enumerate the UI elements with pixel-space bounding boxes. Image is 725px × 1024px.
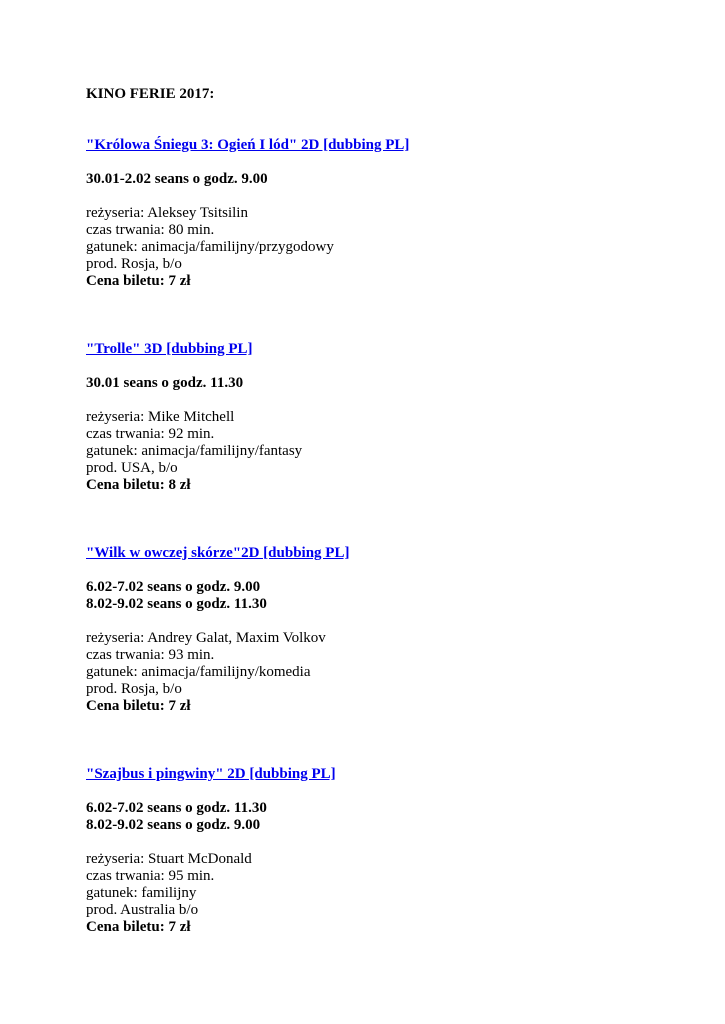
film-showtime: 30.01-2.02 seans o godz. 9.00 <box>86 171 268 187</box>
film-director: reżyseria: Stuart McDonald <box>86 851 252 867</box>
film-duration: czas trwania: 80 min. <box>86 222 215 238</box>
film-entry <box>86 766 686 936</box>
film-showtime: 30.01 seans o godz. 11.30 <box>86 375 244 391</box>
film-price: Cena biletu: 8 zł <box>86 477 191 493</box>
film-production: prod. Australia b/o <box>86 902 199 918</box>
film-price: Cena biletu: 7 zł <box>86 698 191 714</box>
film-production: prod. Rosja, b/o <box>86 256 182 272</box>
film-title-link[interactable]: "Trolle" 3D [dubbing PL] <box>86 341 253 357</box>
film-showtime: 6.02-7.02 seans o godz. 11.30 <box>86 800 267 816</box>
film-price: Cena biletu: 7 zł <box>86 919 191 935</box>
film-duration: czas trwania: 95 min. <box>86 868 215 884</box>
film-director: reżyseria: Mike Mitchell <box>86 409 235 425</box>
page-heading: KINO FERIE 2017: <box>86 86 215 102</box>
film-genre: gatunek: animacja/familijny/przygodowy <box>86 239 334 255</box>
film-showtime: 6.02-7.02 seans o godz. 9.00 <box>86 579 261 595</box>
film-title-link[interactable]: "Królowa Śniegu 3: Ogień I lód" 2D [dubbing PL] <box>86 137 410 153</box>
film-genre: gatunek: animacja/familijny/komedia <box>86 664 311 680</box>
document-page <box>86 86 686 936</box>
film-entry <box>86 545 686 715</box>
film-showtime: 8.02-9.02 seans o godz. 11.30 <box>86 596 267 612</box>
film-price: Cena biletu: 7 zł <box>86 273 191 289</box>
film-production: prod. Rosja, b/o <box>86 681 182 697</box>
film-title-link[interactable]: "Szajbus i pingwiny" 2D [dubbing PL] <box>86 766 336 782</box>
film-genre: gatunek: animacja/familijny/fantasy <box>86 443 303 459</box>
film-title-link[interactable]: "Wilk w owczej skórze"2D [dubbing PL] <box>86 545 350 561</box>
film-showtime: 8.02-9.02 seans o godz. 9.00 <box>86 817 261 833</box>
film-genre: gatunek: familijny <box>86 885 197 901</box>
film-production: prod. USA, b/o <box>86 460 178 476</box>
film-duration: czas trwania: 93 min. <box>86 647 215 663</box>
film-entry <box>86 341 686 494</box>
film-director: reżyseria: Aleksey Tsitsilin <box>86 205 248 221</box>
film-duration: czas trwania: 92 min. <box>86 426 215 442</box>
film-director: reżyseria: Andrey Galat, Maxim Volkov <box>86 630 326 646</box>
film-entry <box>86 137 686 290</box>
